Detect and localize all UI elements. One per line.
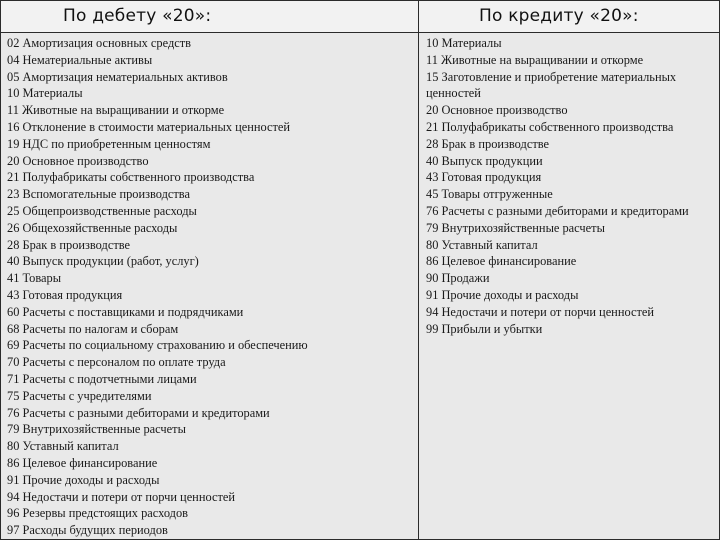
list-item: 19 НДС по приобретенным ценностям xyxy=(7,136,211,151)
list-item: 76 Расчеты с разными дебиторами и кредиторами xyxy=(7,405,270,420)
debit-header: По дебету «20»: xyxy=(63,6,212,26)
list-item: 20 Основное производство xyxy=(7,153,149,168)
list-item: 40 Выпуск продукции xyxy=(426,153,543,168)
list-item: 79 Внутрихозяйственные расчеты xyxy=(426,220,605,235)
list-item: 99 Прибыли и убытки xyxy=(426,321,543,336)
list-item: 10 Материалы xyxy=(426,36,502,50)
list-item: 28 Брак в производстве xyxy=(426,136,550,151)
list-item: 15 Заготовление и приобретение материальных ценностей xyxy=(426,69,677,101)
list-item: 71 Расчеты с подотчетными лицами xyxy=(7,371,197,386)
list-item: 86 Целевое финансирование xyxy=(426,254,577,269)
list-item: 79 Внутрихозяйственные расчеты xyxy=(7,422,186,437)
list-item: 97 Расходы будущих периодов xyxy=(7,523,168,538)
list-item: 43 Готовая продукция xyxy=(7,287,123,302)
list-item: 11 Животные на выращивании и откорме xyxy=(426,52,644,67)
list-item: 40 Выпуск продукции (работ, услуг) xyxy=(7,254,199,269)
list-item: 96 Резервы предстоящих расходов xyxy=(7,506,189,521)
list-item: 90 Продажи xyxy=(426,271,490,286)
list-item: 43 Готовая продукция xyxy=(426,170,542,185)
list-item: 91 Прочие доходы и расходы xyxy=(7,472,160,487)
list-item: 86 Целевое финансирование xyxy=(7,455,158,470)
list-item: 60 Расчеты с поставщиками и подрядчиками xyxy=(7,304,244,319)
list-item: 45 Товары отгруженные xyxy=(426,187,553,202)
column-divider xyxy=(418,1,419,539)
list-item: 04 Нематериальные активы xyxy=(7,52,153,67)
list-item: 70 Расчеты с персоналом по оплате труда xyxy=(7,355,226,370)
credit-header: По кредиту «20»: xyxy=(479,6,639,26)
list-item: 41 Товары xyxy=(7,271,62,286)
list-item: 05 Амортизация нематериальных активов xyxy=(7,69,228,84)
list-item: 02 Амортизация основных средств xyxy=(7,36,192,50)
list-item: 10 Материалы xyxy=(7,86,83,101)
list-item: 80 Уставный капитал xyxy=(426,237,538,252)
list-item: 94 Недостачи и потери от порчи ценностей xyxy=(7,489,235,504)
table-header xyxy=(1,1,719,33)
list-item: 26 Общехозяйственные расходы xyxy=(7,220,178,235)
list-item: 11 Животные на выращивании и откорме xyxy=(7,103,225,118)
list-item: 21 Полуфабрикаты собственного производства xyxy=(7,170,255,185)
list-item: 75 Расчеты с учредителями xyxy=(7,388,152,403)
list-item: 91 Прочие доходы и расходы xyxy=(426,287,579,302)
list-item: 76 Расчеты с разными дебиторами и кредиторами xyxy=(426,203,689,218)
list-item: 21 Полуфабрикаты собственного производства xyxy=(426,119,674,134)
list-item: 25 Общепроизводственные расходы xyxy=(7,203,197,218)
list-item: 20 Основное производство xyxy=(426,103,568,118)
list-item: 16 Отклонение в стоимости материальных ценностей xyxy=(7,119,291,134)
list-item: 28 Брак в производстве xyxy=(7,237,131,252)
list-item: 94 Недостачи и потери от порчи ценностей xyxy=(426,304,654,319)
list-item: 68 Расчеты по налогам и сборам xyxy=(7,321,179,336)
list-item: 69 Расчеты по социальному страхованию и обеспечению xyxy=(7,338,308,353)
list-item: 23 Вспомогательные производства xyxy=(7,187,190,202)
debit-list xyxy=(7,35,412,539)
credit-list xyxy=(426,35,714,337)
list-item: 80 Уставный капитал xyxy=(7,439,119,454)
